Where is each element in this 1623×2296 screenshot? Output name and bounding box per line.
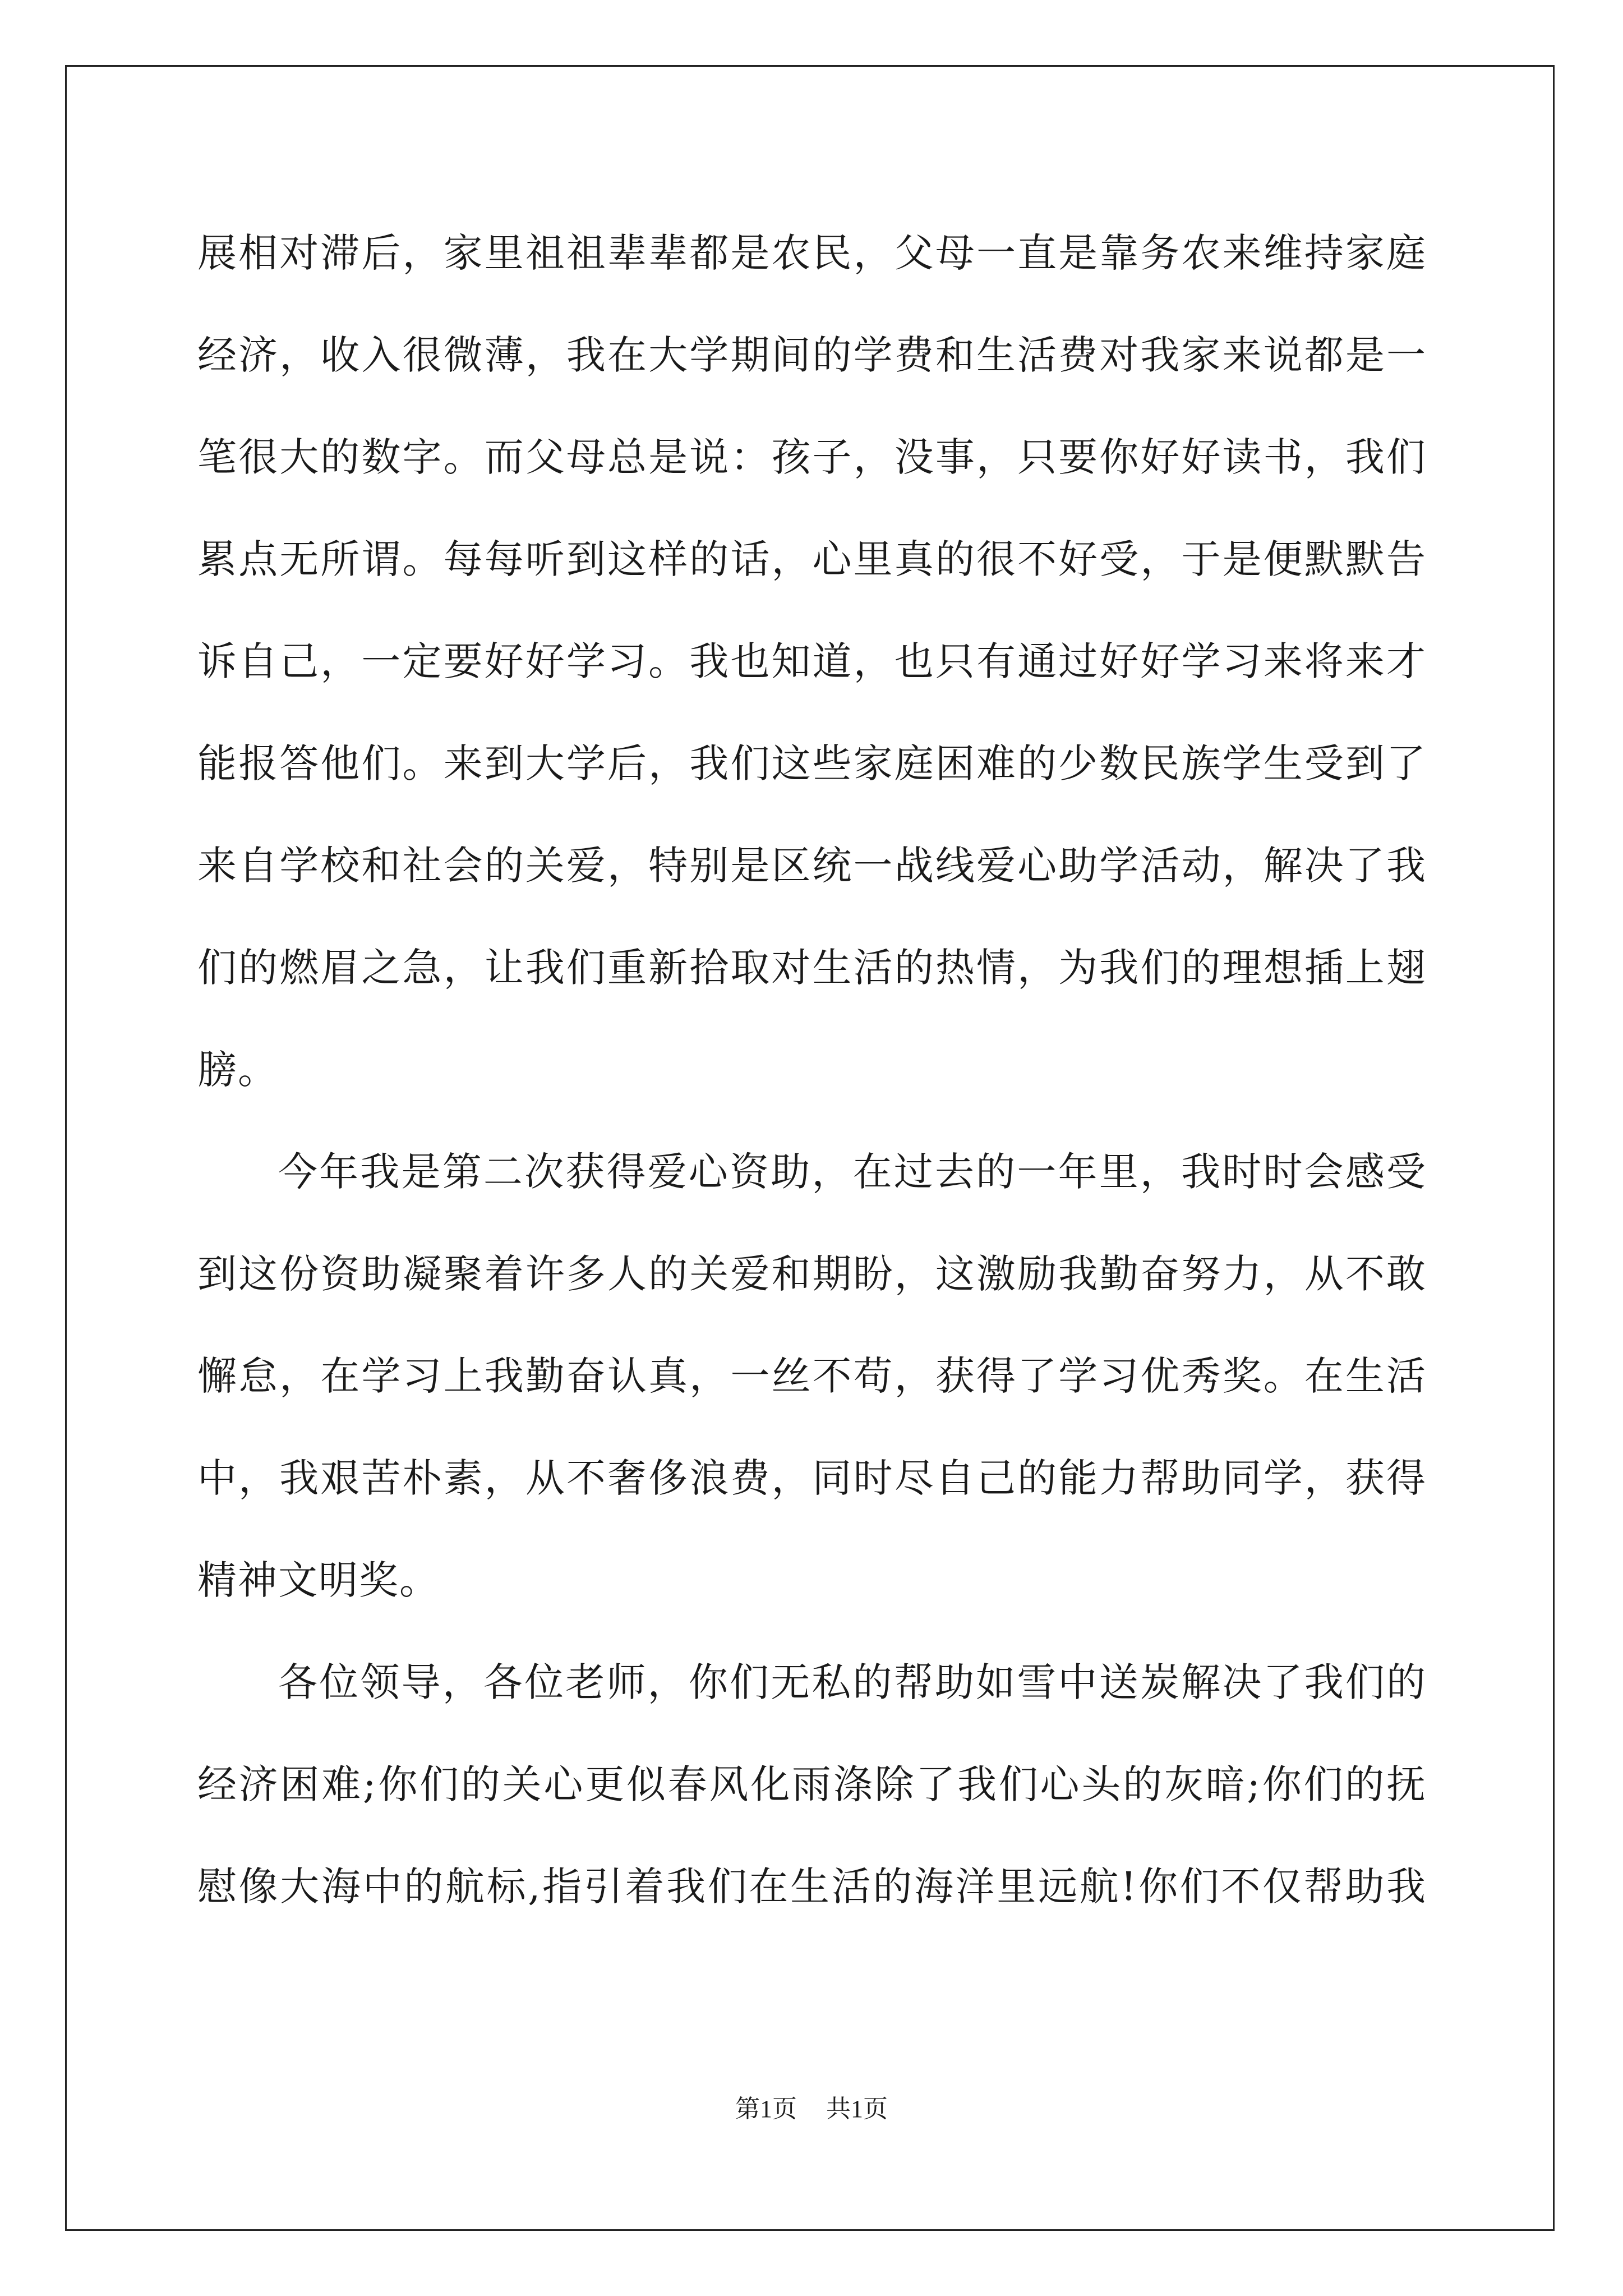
text-line: 各位领导，各位老师，你们无私的帮助如雪中送炭解决了我们的 — [278, 1659, 1427, 1705]
document-body — [197, 202, 1427, 1938]
text-line: 精神文明奖。 — [197, 1557, 440, 1603]
text-line: 中，我艰苦朴素，从不奢侈浪费，同时尽自己的能力帮助同学，获得 — [197, 1455, 1427, 1501]
text-line: 膀。 — [197, 1047, 278, 1093]
text-line: 今年我是第二次获得爱心资助，在过去的一年里，我时时会感受 — [278, 1149, 1427, 1195]
page-footer — [0, 2092, 1623, 2126]
page-number-total: 共1页 — [826, 2095, 888, 2123]
text-line: 诉自己，一定要好好学习。我也知道，也只有通过好好学习来将来才 — [197, 638, 1427, 684]
text-line: 慰像大海中的航标,指引着我们在生活的海洋里远航!你们不仅帮助我 — [197, 1864, 1427, 1910]
text-line: 能报答他们。来到大学后，我们这些家庭困难的少数民族学生受到了 — [197, 740, 1427, 786]
text-line: 经济困难;你们的关心更似春风化雨涤除了我们心头的灰暗;你们的抚 — [197, 1761, 1427, 1807]
text-line: 懈怠，在学习上我勤奋认真，一丝不苟，获得了学习优秀奖。在生活 — [197, 1353, 1427, 1399]
text-line: 笔很大的数字。而父母总是说：孩子，没事，只要你好好读书，我们 — [197, 434, 1427, 480]
text-line: 来自学校和社会的关爱，特别是区统一战线爱心助学活动，解决了我 — [197, 843, 1427, 889]
text-line: 到这份资助凝聚着许多人的关爱和期盼，这激励我勤奋努力，从不敢 — [197, 1251, 1427, 1297]
page-number-current: 第1页 — [735, 2095, 797, 2123]
text-line: 展相对滞后，家里祖祖辈辈都是农民，父母一直是靠务农来维持家庭 — [197, 230, 1427, 276]
text-line: 们的燃眉之急，让我们重新拾取对生活的热情，为我们的理想插上翅 — [197, 945, 1427, 991]
text-line: 经济，收入很微薄，我在大学期间的学费和生活费对我家来说都是一 — [197, 332, 1427, 378]
text-line: 累点无所谓。每每听到这样的话，心里真的很不好受，于是便默默告 — [197, 536, 1427, 582]
